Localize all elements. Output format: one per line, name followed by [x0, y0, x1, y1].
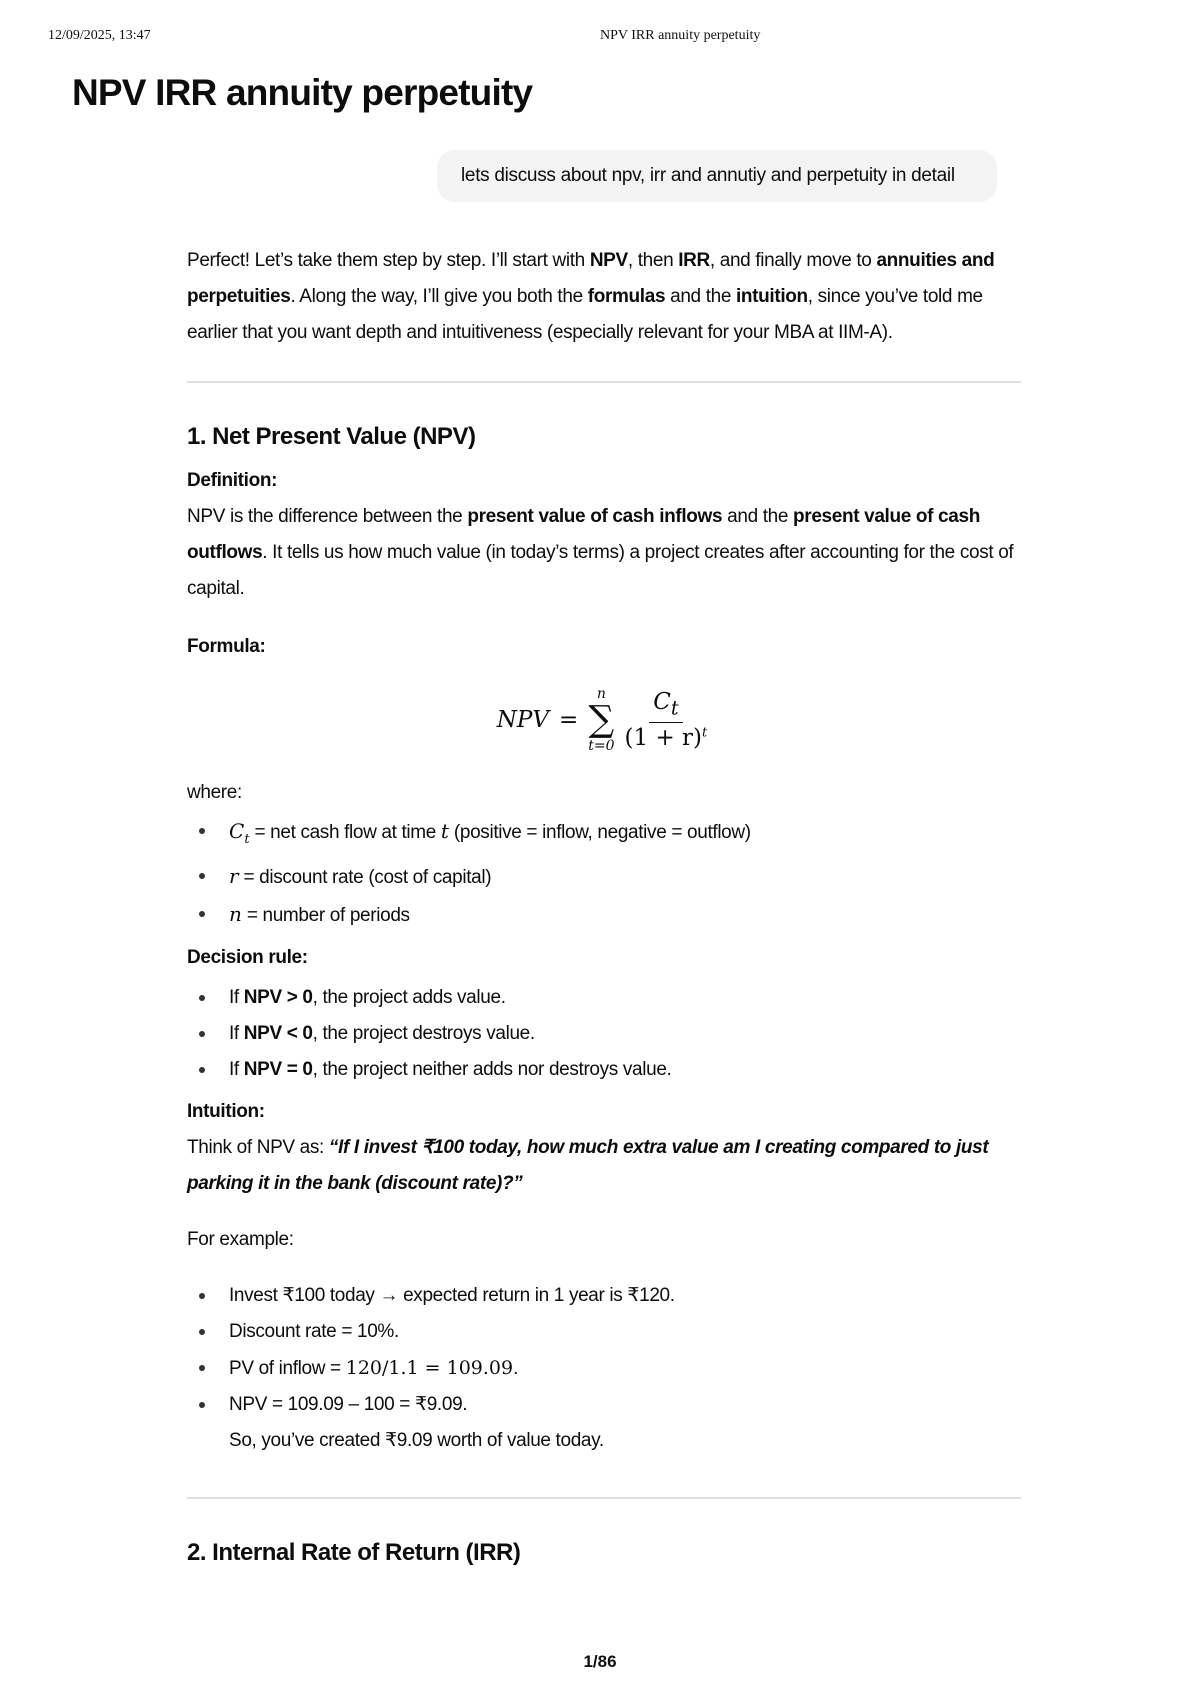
- numerator-sub: t: [670, 696, 679, 720]
- page-number: 1/86: [583, 1652, 617, 1671]
- list-item: [187, 813, 1021, 858]
- item-text: , the project neither adds nor destroys value.: [312, 1059, 672, 1080]
- formula-lhs: NPV: [496, 707, 549, 733]
- list-item: Discount rate = 10%.: [187, 1314, 1021, 1350]
- formula-equals: =: [558, 707, 579, 733]
- item-bold: NPV = 0: [243, 1059, 313, 1080]
- intuition-label: Intuition:: [187, 1101, 265, 1122]
- symbol: C: [229, 819, 245, 843]
- formula-label: Formula:: [187, 636, 266, 657]
- definition-text: . It tells us how much value (in today’s terms) a project creates after accounting for the cost of capital.: [187, 542, 1014, 599]
- print-header: [0, 28, 1200, 48]
- example-list: [187, 1278, 1021, 1459]
- item-text: PV of inflow =: [229, 1358, 346, 1379]
- list-item: [187, 896, 1021, 934]
- fraction: [621, 689, 712, 751]
- denominator: [621, 723, 712, 751]
- math-symbol: [229, 819, 250, 847]
- denominator-exp: t: [702, 725, 708, 741]
- item-bold: NPV < 0: [243, 1023, 313, 1044]
- assistant-response: [187, 243, 1021, 1567]
- intro-bold-npv: NPV: [589, 250, 628, 271]
- symbol-sub: t: [244, 832, 250, 847]
- example-label: For example:: [187, 1229, 294, 1250]
- item-text: = net cash flow at time: [249, 822, 441, 843]
- item-text: If: [229, 1059, 244, 1080]
- sum-lower: t=0: [588, 738, 615, 754]
- item-text: (positive = inflow, negative = outflow): [448, 822, 751, 843]
- intuition-text: Think of NPV as:: [187, 1137, 329, 1158]
- item-text: NPV = 109.09 – 100 = ₹9.09.: [229, 1394, 468, 1415]
- item-bold: NPV > 0: [243, 987, 313, 1008]
- intro-text: Perfect! Let’s take them step by step. I’ll start with: [187, 250, 590, 271]
- npv-formula: [187, 675, 1021, 765]
- definition-text: NPV is the difference between the: [187, 506, 468, 527]
- intuition-paragraph: [187, 1130, 1021, 1202]
- intro-text: . Along the way, I’ll give you both the: [290, 286, 588, 307]
- definition-text: and the: [722, 506, 794, 527]
- definition-label: Definition:: [187, 470, 278, 491]
- intuition-quote: “If I invest ₹100 today, how much extra value am I creating compared to just parking it in the bank (discount rate)?”: [187, 1137, 989, 1194]
- section-heading-irr: 2. Internal Rate of Return (IRR): [187, 1539, 521, 1566]
- numerator: [649, 689, 682, 723]
- intro-paragraph: [187, 243, 1021, 351]
- page-title: NPV IRR annuity perpetuity: [72, 72, 533, 113]
- user-message-bubble: lets discuss about npv, irr and annutiy and perpetuity in detail: [437, 150, 997, 202]
- math-symbol: n: [229, 902, 242, 926]
- item-text: = number of periods: [241, 905, 410, 926]
- item-text: If: [229, 987, 244, 1008]
- intro-bold-intuition: intuition: [736, 286, 808, 307]
- sigma-symbol: ∑: [588, 699, 615, 740]
- section-heading-npv: 1. Net Present Value (NPV): [187, 423, 476, 450]
- definition-bold: present value of cash inflows: [467, 506, 723, 527]
- intro-text: and the: [665, 286, 736, 307]
- definition-bold: present value of cash outflows: [187, 506, 980, 563]
- example-conclusion: So, you’ve created ₹9.09 worth of value today.: [229, 1430, 604, 1451]
- numerator-base: C: [653, 689, 671, 716]
- definition-paragraph: [187, 499, 1021, 607]
- item-text: .: [513, 1358, 519, 1379]
- list-item: [187, 858, 1021, 896]
- print-title: NPV IRR annuity perpetuity: [600, 28, 761, 43]
- item-text: , the project destroys value.: [312, 1023, 535, 1044]
- where-list: [187, 813, 1021, 934]
- list-item: [187, 980, 1021, 1016]
- sum-upper: n: [596, 686, 606, 702]
- item-text: , the project adds value.: [312, 987, 506, 1008]
- denominator-base: (1 + r): [624, 724, 702, 751]
- intro-text: , and finally move to: [709, 250, 877, 271]
- pv-math: 120/1.1 = 109.09: [345, 1357, 514, 1379]
- math-symbol: r: [229, 864, 239, 888]
- intro-bold-irr: IRR: [678, 250, 710, 271]
- item-text: If: [229, 1023, 244, 1044]
- list-item: [187, 1016, 1021, 1052]
- list-item: [187, 1350, 1021, 1387]
- intro-text: , then: [627, 250, 679, 271]
- math-symbol: t: [440, 819, 449, 843]
- intro-bold-annuities: annuities and perpetuities: [187, 250, 995, 307]
- intro-bold-formulas: formulas: [587, 286, 666, 307]
- section-divider: [187, 1497, 1021, 1499]
- intro-text: , since you’ve told me earlier that you want depth and intuitiveness (especially relevant for your MBA at IIM-A).: [187, 286, 983, 343]
- list-item: [187, 1052, 1021, 1088]
- where-label: where:: [187, 782, 242, 803]
- list-item: [187, 1387, 1021, 1459]
- item-text: = discount rate (cost of capital): [238, 867, 492, 888]
- print-datetime: 12/09/2025, 13:47: [48, 28, 151, 43]
- decision-rule-label: Decision rule:: [187, 947, 308, 968]
- summation: [588, 687, 614, 753]
- list-item: Invest ₹100 today → expected return in 1 year is ₹120.: [187, 1278, 1021, 1314]
- decision-list: [187, 980, 1021, 1088]
- section-divider: [187, 381, 1021, 383]
